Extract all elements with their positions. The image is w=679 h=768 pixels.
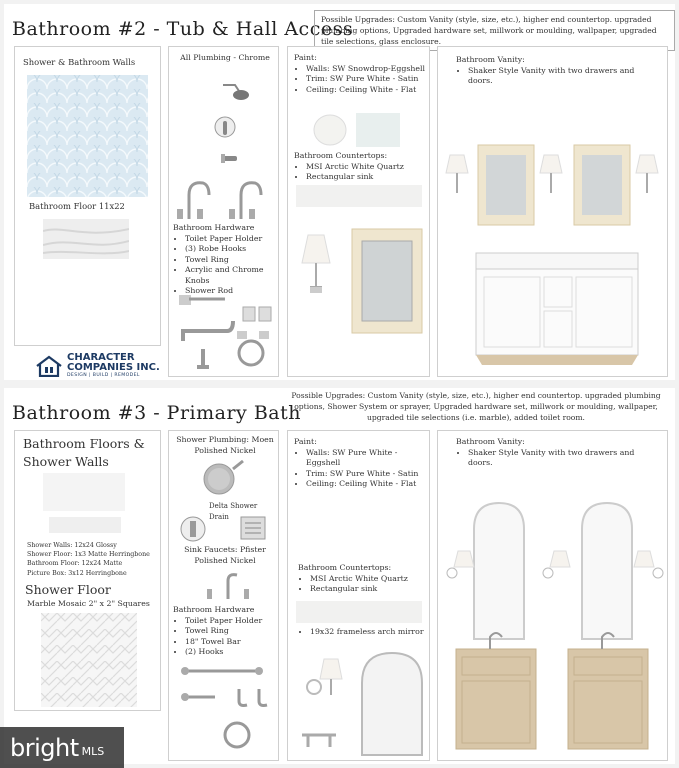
tile-panel bbox=[14, 46, 161, 378]
hardware-3-item: • Towel Ring bbox=[185, 626, 277, 637]
shower-floor-sub: Marble Mosaic 2" x 2" Squares bbox=[27, 599, 150, 608]
hardware-3-block bbox=[173, 605, 277, 658]
vanity-3-heading: Bathroom Vanity: bbox=[456, 437, 525, 446]
countertop-list bbox=[294, 162, 426, 183]
plumbing-heading: All Plumbing - Chrome bbox=[180, 53, 270, 62]
countertop-heading: Bathroom Countertops: bbox=[294, 151, 388, 160]
sconce-arch-mirror-image bbox=[296, 649, 426, 757]
paint-block bbox=[294, 53, 426, 95]
vanity-block bbox=[456, 55, 656, 87]
rain-showerhead-icon bbox=[199, 459, 245, 497]
hardware-3-item: • Toilet Paper Holder bbox=[185, 616, 277, 627]
hardware-3-item: • (2) Hooks bbox=[185, 647, 277, 658]
paint-heading: Paint: bbox=[294, 53, 317, 62]
hardware-item: • Toilet Paper Holder bbox=[185, 234, 277, 245]
tile-note: Shower Walls: 12x24 Glossy bbox=[27, 542, 117, 549]
valve-and-drain-icons bbox=[177, 513, 273, 543]
countertop-3-heading: Bathroom Countertops: bbox=[298, 563, 392, 572]
tile-note: Shower Floor: 1x3 Matte Herringbone bbox=[27, 551, 150, 559]
watermark-brand: bright bbox=[10, 733, 79, 762]
showerhead-icon bbox=[221, 81, 251, 107]
scallop-tile-swatch bbox=[27, 75, 148, 197]
tub-spout-icon bbox=[221, 153, 241, 165]
logo-name-line-1: CHARACTER bbox=[67, 352, 135, 363]
floor-tile-swatch bbox=[49, 517, 121, 533]
hardware-item: • (3) Robe Hooks bbox=[185, 244, 277, 255]
hardware-item: • Shower Rod bbox=[185, 286, 277, 297]
widespread-faucet-icon bbox=[203, 571, 253, 601]
floors-heading: Bathroom Floors & Shower Walls bbox=[23, 436, 145, 469]
company-logo bbox=[35, 353, 160, 378]
vanity-item: • Shaker Style Vanity with two drawers and doors. bbox=[468, 66, 656, 87]
mirror-block bbox=[298, 627, 426, 638]
hardware-heading: Bathroom Hardware bbox=[173, 223, 255, 232]
tile-heading: Shower & Bathroom Walls bbox=[23, 57, 136, 67]
hardware-3-icons bbox=[179, 661, 273, 753]
countertop-item: • MSI Arctic White Quartz bbox=[306, 162, 426, 173]
vanity-list bbox=[456, 66, 656, 87]
countertop-3-list bbox=[298, 574, 426, 595]
hardware-3-list bbox=[173, 616, 277, 658]
bathroom-3-title: Bathroom #3 - Primary Bath bbox=[12, 402, 301, 424]
countertop-3-item: • Rectangular sink bbox=[310, 584, 426, 595]
paint-3-block bbox=[294, 437, 426, 490]
vanity-mirrors-image bbox=[442, 143, 664, 227]
shower-plumbing-panel bbox=[168, 430, 279, 761]
quartz-swatch bbox=[296, 185, 422, 207]
paint-3-list bbox=[294, 448, 426, 490]
shower-plumbing-heading: Shower Plumbing: Moen Polished Nickel bbox=[176, 435, 274, 455]
floor-heading: Bathroom Floor 11x22 bbox=[29, 201, 125, 211]
logo-name-line-2: COMPANIES INC. bbox=[67, 362, 160, 373]
hardware-item: • Towel Ring bbox=[185, 255, 277, 266]
tile-notes bbox=[27, 541, 159, 578]
countertop-item: • Rectangular sink bbox=[306, 172, 426, 183]
paint-panel bbox=[287, 46, 430, 377]
hardware-icons bbox=[177, 291, 273, 373]
hardware-3-heading: Bathroom Hardware bbox=[173, 605, 255, 614]
watermark-suffix: MLS bbox=[81, 745, 105, 758]
plumbing-panel bbox=[168, 46, 279, 377]
bathroom-2-title: Bathroom #2 - Tub & Hall Access bbox=[12, 18, 354, 40]
paint-3-item: • Ceiling: Ceiling White - Flat bbox=[306, 479, 426, 490]
countertop-3-item: • MSI Arctic White Quartz bbox=[310, 574, 426, 585]
bathroom-2-upgrades: Possible Upgrades: Custom Vanity (style, size, etc.), higher end countertop. upgraded plumbing options, Upgraded hardware set, millwork or moulding, wallpaper, upgraded tile selections, glass enclosure. bbox=[314, 10, 675, 51]
shower-valve-icon bbox=[213, 115, 237, 141]
shaker-vanity-image bbox=[472, 249, 642, 367]
hardware-block bbox=[173, 223, 277, 297]
hardware-3-item: • 18" Towel Bar bbox=[185, 637, 277, 648]
paint-item: • Ceiling: Ceiling White - Flat bbox=[306, 85, 426, 96]
paint-3-item: • Walls: SW Pure White - Eggshell bbox=[306, 448, 426, 469]
paint-3-item: • Trim: SW Pure White - Satin bbox=[306, 469, 426, 480]
sink-faucets-icon bbox=[175, 177, 275, 221]
tile-note: Picture Box: 3x12 Herringbone bbox=[27, 569, 127, 577]
vanity-3-list bbox=[456, 448, 656, 469]
shower-floor-heading: Shower Floor bbox=[25, 582, 111, 597]
paint-item: • Walls: SW Snowdrop-Eggshell bbox=[306, 64, 426, 75]
paint-list bbox=[294, 64, 426, 96]
paint-item: • Trim: SW Pure White - Satin bbox=[306, 74, 426, 85]
countertop-block bbox=[294, 151, 426, 183]
hardware-item: • Acrylic and Chrome Knobs bbox=[185, 265, 277, 286]
countertop-3-block bbox=[298, 563, 426, 595]
logo-tagline: DESIGN | BUILD | REMODEL bbox=[67, 373, 140, 378]
house-logo-icon bbox=[35, 355, 63, 377]
mirror-item: • 19x32 frameless arch mirror bbox=[310, 627, 426, 638]
paint-3-heading: Paint: bbox=[294, 437, 317, 446]
bright-mls-watermark bbox=[0, 727, 124, 768]
arch-vanity-image bbox=[444, 499, 664, 755]
hardware-list bbox=[173, 234, 277, 297]
bathroom-3-upgrades: Possible Upgrades: Custom Vanity (style, size, etc.), higher end countertop. upgraded plumbing options, Shower System or sprayer, Upgraded hardware set, millwork or moulding, wallpaper, upgraded tile selections (i.e. marble), added toilet room. bbox=[291, 391, 661, 422]
vanity-3-panel bbox=[437, 430, 668, 761]
vanity-heading: Bathroom Vanity: bbox=[456, 55, 525, 64]
floors-panel bbox=[14, 430, 161, 711]
paint-3-panel bbox=[287, 430, 430, 761]
bathroom-2-board bbox=[4, 4, 675, 380]
tile-note: Bathroom Floor: 12x24 Matte bbox=[27, 560, 123, 568]
drain-label: Delta Shower Drain bbox=[209, 502, 258, 521]
bathroom-3-board bbox=[4, 388, 675, 764]
shower-wall-tile-swatch bbox=[43, 473, 125, 511]
floor-tile-swatch bbox=[43, 219, 129, 259]
quartz-3-swatch bbox=[296, 601, 422, 623]
paint-swatches bbox=[312, 113, 402, 147]
sconce-mirror-image bbox=[296, 227, 426, 337]
vanity-3-block bbox=[456, 437, 656, 469]
faucet-heading: Sink Faucets: Pfister Polished Nickel bbox=[184, 545, 266, 565]
herringbone-mosaic-swatch bbox=[41, 613, 137, 707]
mirror-list bbox=[298, 627, 426, 638]
vanity-3-item: • Shaker Style Vanity with two drawers and doors. bbox=[468, 448, 656, 469]
vanity-panel bbox=[437, 46, 668, 377]
